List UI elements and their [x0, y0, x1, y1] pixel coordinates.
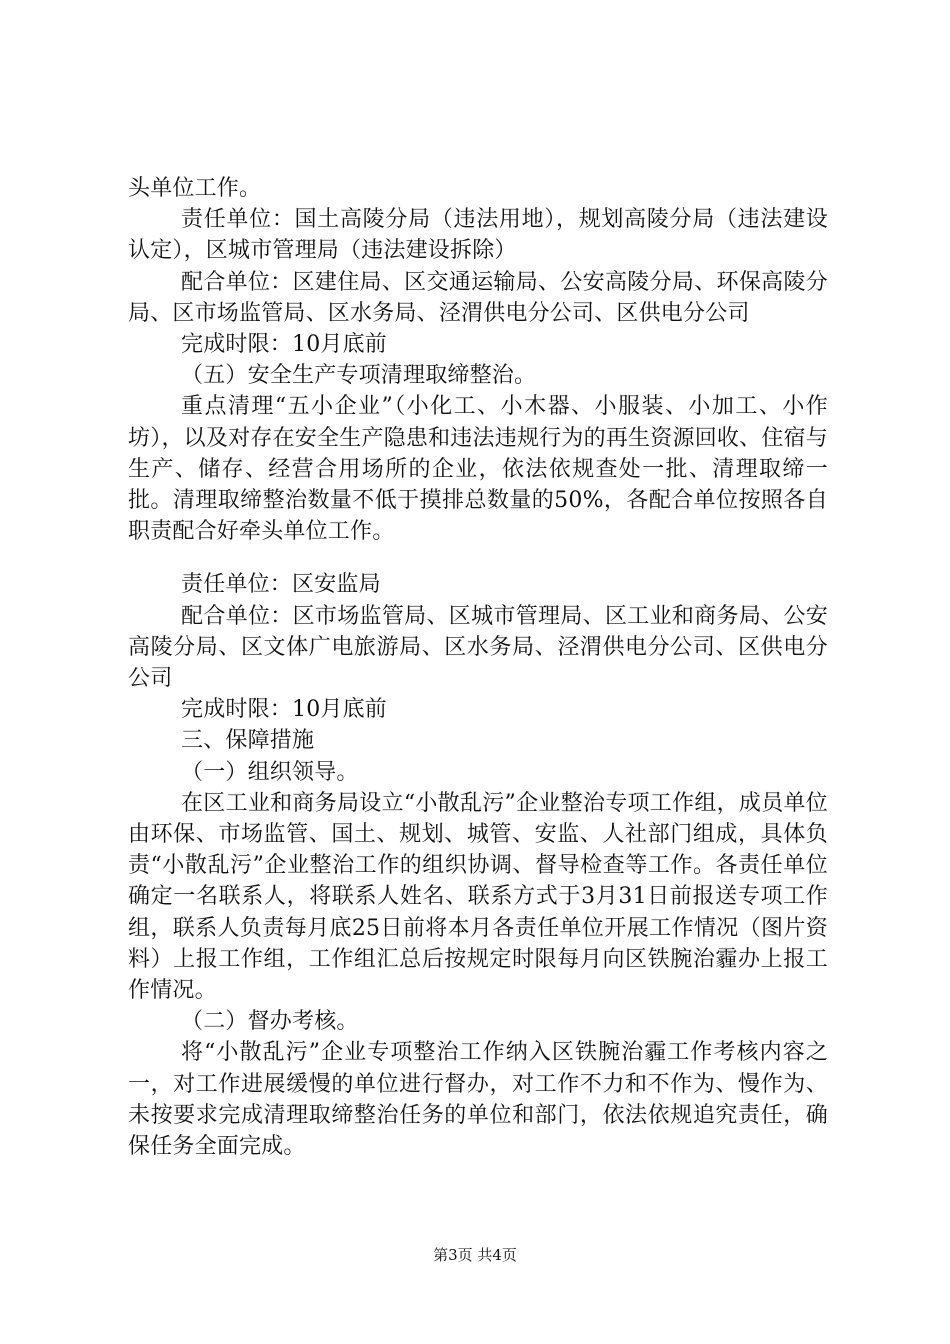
paragraph-heading-organization: （一）组织领导。 [181, 759, 359, 785]
page-number-footer: 第3页 共4页 [433, 1246, 517, 1264]
paragraph-cooperating-units-2: 配合单位：区市场监管局、区城市管理局、区工业和商务局、公安高陵分局、区文体广电旅游局、区水务局、泾渭供电分公司、区供电分公司 [128, 603, 828, 692]
paragraph-responsible-units-1: 责任单位：国土高陵分局（违法用地），规划高陵分局（违法建设认定），区城市管理局（违法建设拆除） [128, 207, 828, 264]
paragraph-organization-body: 在区工业和商务局设立“小散乱污”企业整治专项工作组，成员单位由环保、市场监管、国土、规划、城管、安监、人社部门组成，具体负责“小散乱污”企业整治工作的组织协调、督导检查等工作。各责任单位确定一名联系人，将联系人姓名、联系方式于3月31日前报送专项工作组，联系人负责每月底25日前将本月各责任单位开展工作情况（图片资料）上报工作组，工作组汇总后按规定时限每月向区铁腕治霾办上报工作情况。 [128, 790, 828, 1004]
paragraph-heading-safeguards: 三、保障措施 [181, 728, 315, 754]
paragraph-section-heading-5: （五）安全生产专项清理取缔整治。 [181, 363, 537, 389]
paragraph-safety-rectification: 重点清理“五小企业”（小化工、小木器、小服装、小加工、小作坊），以及对存在安全生产隐患和违法违规行为的再生资源回收、住宿与生产、储存、经营合用场所的企业，依法依规查处一批、清理取缔一批。清理取缔整治数量不低于摸排总数量的50%，各配合单位按照各自职责配合好牵头单位工作。 [128, 394, 828, 545]
paragraph-deadline-2: 完成时限：10月底前 [181, 697, 387, 723]
document-body [128, 173, 828, 1162]
paragraph-deadline-1: 完成时限：10月底前 [181, 332, 387, 358]
paragraph-continuation: 头单位工作。 [128, 176, 262, 201]
paragraph-responsible-units-2: 责任单位：区安监局 [181, 572, 381, 598]
paragraph-heading-supervision: （二）督办考核。 [181, 1009, 359, 1035]
paragraph-supervision-body: 将“小散乱污”企业专项整治工作纳入区铁腕治霾工作考核内容之一，对工作进展缓慢的单位进行督办，对工作不力和不作为、慢作为、未按要求完成清理取缔整治任务的单位和部门，依法依规追究责任，确保任务全面完成。 [128, 1040, 828, 1160]
paragraph-cooperating-units-1: 配合单位：区建住局、区交通运输局、公安高陵分局、环保高陵分局、区市场监管局、区水务局、泾渭供电分公司、区供电分公司 [128, 269, 828, 326]
